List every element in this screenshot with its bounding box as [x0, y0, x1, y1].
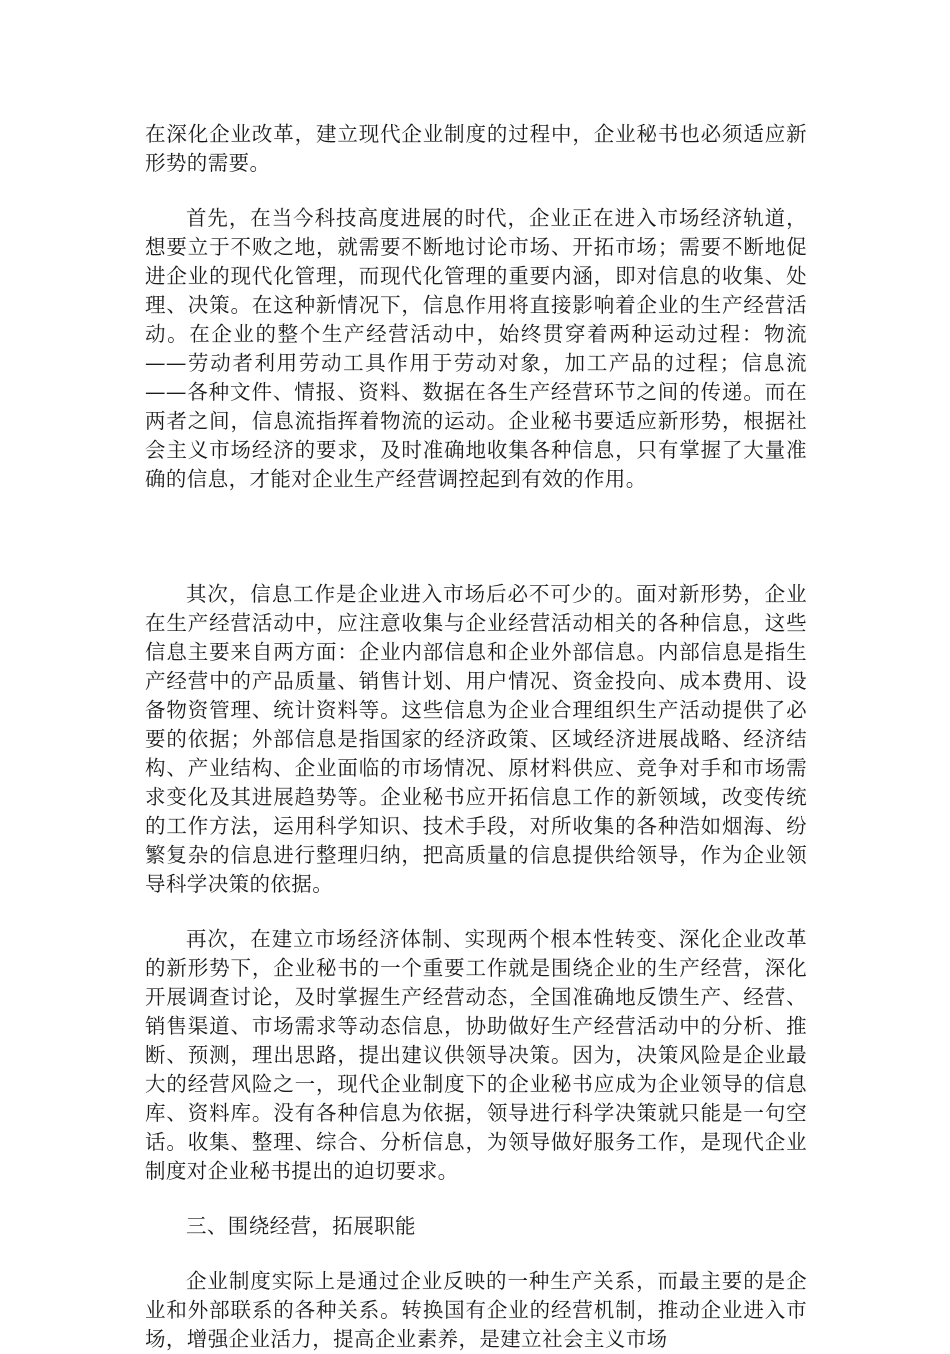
- section-heading: 三、围绕经营，拓展职能: [186, 1214, 416, 1238]
- document-page: [145, 120, 807, 1354]
- paragraph-third: 再次，在建立市场经济体制、实现两个根本性转变、深化企业改革的新形势下，企业秘书的一个重要工作就是围绕企业的生产经营，深化开展调查讨论，及时掌握生产经营动态，全国准确地反馈生产、经营、销售渠道、市场需求等动态信息，协助做好生产经营活动中的分析、推断、预测，理出思路，提出建议供领导决策。因为，决策风险是企业最大的经营风险之一，现代企业制度下的企业秘书应成为企业领导的信息库、资料库。没有各种信息为依据，领导进行科学决策就只能是一句空话。收集、整理、综合、分析信息，为领导做好服务工作，是现代企业制度对企业秘书提出的迫切要求。: [145, 927, 807, 1183]
- paragraph-first: 首先，在当今科技高度进展的时代，企业正在进入市场经济轨道，想要立于不败之地，就需要不断地讨论市场、开拓市场；需要不断地促进企业的现代化管理，而现代化管理的重要内涵，即对信息的收集、处理、决策。在这种新情况下，信息作用将直接影响着企业的生产经营活动。在企业的整个生产经营活动中，始终贯穿着两种运动过程：物流——劳动者利用劳动工具作用于劳动对象，加工产品的过程；信息流——各种文件、情报、资料、数据在各生产经营环节之间的传递。而在两者之间，信息流指挥着物流的运动。企业秘书要适应新形势，根据社会主义市场经济的要求，及时准确地收集各种信息，只有掌握了大量准确的信息，才能对企业生产经营调控起到有效的作用。: [145, 206, 807, 491]
- paragraph-second: 其次，信息工作是企业进入市场后必不可少的。面对新形势，企业在生产经营活动中，应注意收集与企业经营活动相关的各种信息，这些信息主要来自两方面：企业内部信息和企业外部信息。内部信息是指生产经营中的产品质量、销售计划、用户情况、资金投向、成本费用、设备物资管理、统计资料等。这些信息为企业合理组织生产活动提供了必要的依据；外部信息是指国家的经济政策、区域经济进展战略、经济结构、产业结构、企业面临的市场情况、原材料供应、竞争对手和市场需求变化及其进展趋势等。企业秘书应开拓信息工作的新领域，改变传统的工作方法，运用科学知识、技术手段，对所收集的各种浩如烟海、纷繁复杂的信息进行整理归纳，把高质量的信息提供给领导，作为企业领导科学决策的依据。: [145, 582, 807, 896]
- paragraph-intro: 在深化企业改革，建立现代企业制度的过程中，企业秘书也必须适应新形势的需要。: [145, 122, 807, 175]
- paragraph-section-three: 企业制度实际上是通过企业反映的一种生产关系，而最主要的是企业和外部联系的各种关系。转换国有企业的经营机制，推动企业进入市场，增强企业活力，提高企业素养，是建立社会主义市场: [145, 1269, 807, 1351]
